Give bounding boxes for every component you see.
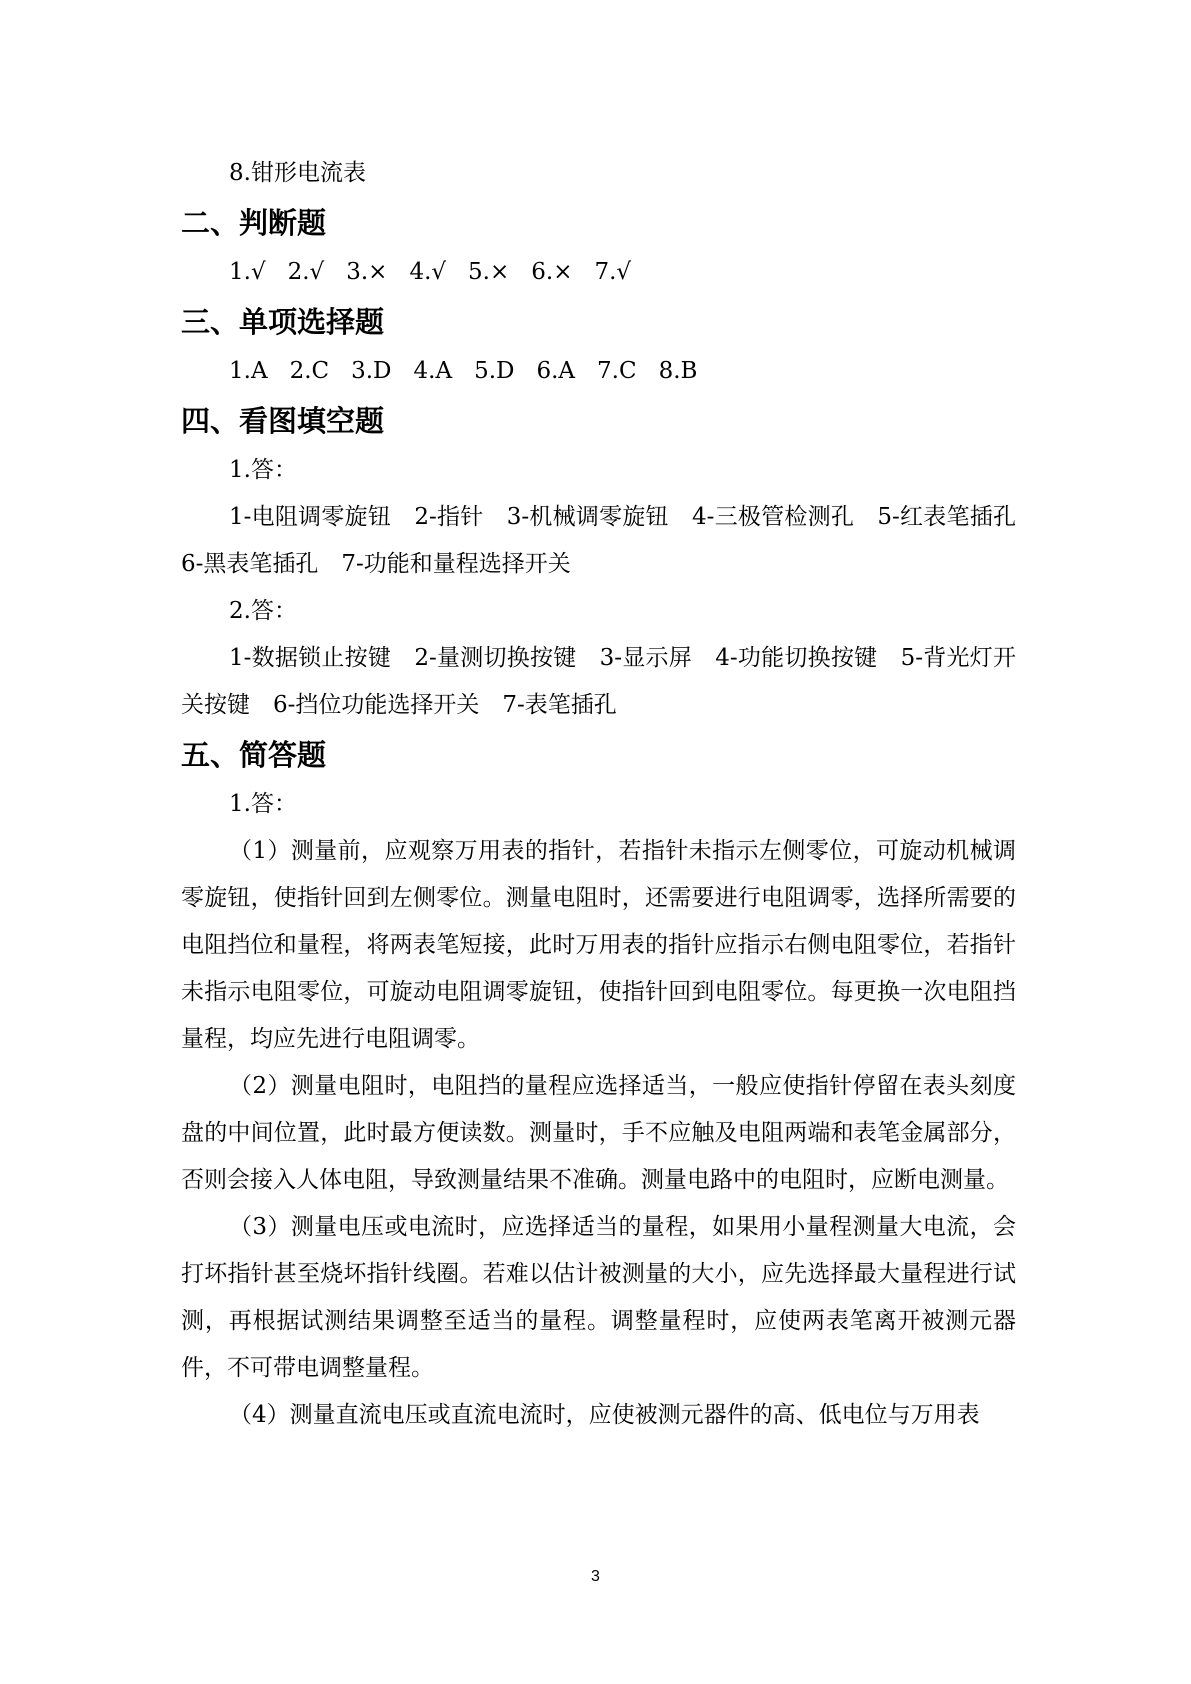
judgment-answer: 7.√ — [594, 259, 632, 285]
choice-answer: 6.A — [536, 358, 576, 384]
judgment-answer: 3.× — [346, 259, 388, 285]
answer-label: 1.答： — [229, 457, 297, 483]
page-content — [181, 150, 1039, 1439]
choice-answer: 5.D — [474, 358, 515, 384]
section-heading-judgment: 二、判断题 — [181, 206, 327, 240]
judgment-answer: 1.√ — [229, 259, 266, 285]
answer-label: 1.答： — [229, 791, 297, 817]
judgment-answers — [181, 249, 1016, 296]
section-heading-single-choice: 三、单项选择题 — [181, 305, 385, 339]
answer-paragraph: （2）测量电阻时，电阻挡的量程应选择适当，一般应使指针停留在表头刻度盘的中间位置，此时最方便读数。测量时，手不应触及电阻两端和表笔金属部分，否则会接入人体电阻，导致测量结果不准确。测量电路中的电阻时，应断电测量。 — [181, 1073, 1016, 1193]
judgment-answer: 5.× — [468, 259, 510, 285]
section-heading-figure-fill: 四、看图填空题 — [181, 404, 385, 438]
choice-answer: 2.C — [289, 358, 330, 384]
answer-paragraph: （3）测量电压或电流时，应选择适当的量程，如果用小量程测量大电流，会打坏指针甚至烧坏指针线圈。若难以估计被测量的大小，应先选择最大量程进行试测，再根据试测结果调整至适当的量程。调整量程时，应使两表笔离开被测元器件，不可带电调整量程。 — [181, 1214, 1016, 1381]
choice-answer: 4.A — [413, 358, 453, 384]
answer-paragraph: （4）测量直流电压或直流电流时，应使被测元器件的高、低电位与万用表 — [229, 1402, 980, 1428]
judgment-answer: 4.√ — [409, 259, 447, 285]
choice-answer: 1.A — [229, 358, 268, 384]
single-choice-answers — [181, 348, 1016, 395]
answer-item-8: 8.钳形电流表 — [229, 160, 366, 186]
figure-answer-text: 1-数据锁止按键 2-量测切换按键 3-显示屏 4-功能切换按键 5-背光灯开关按键 6-挡位功能选择开关 7-表笔插孔 — [181, 645, 1016, 718]
judgment-answer: 6.× — [531, 259, 573, 285]
choice-answer: 3.D — [351, 358, 392, 384]
answer-paragraph: （1）测量前，应观察万用表的指针，若指针未指示左侧零位，可旋动机械调零旋钮，使指针回到左侧零位。测量电阻时，还需要进行电阻调零，选择所需要的电阻挡位和量程，将两表笔短接，此时万用表的指针应指示右侧电阻零位，若指针未指示电阻零位，可旋动电阻调零旋钮，使指针回到电阻零位。每更换一次电阻挡量程，均应先进行电阻调零。 — [181, 838, 1016, 1052]
page-number: 3 — [591, 1568, 600, 1585]
answer-label: 2.答： — [229, 598, 297, 624]
choice-answer: 8.B — [658, 358, 698, 384]
judgment-answer: 2.√ — [287, 259, 325, 285]
figure-answer-text: 1-电阻调零旋钮 2-指针 3-机械调零旋钮 4-三极管检测孔 5-红表笔插孔 6-黑表笔插孔 7-功能和量程选择开关 — [181, 504, 1039, 577]
section-heading-short-answer: 五、简答题 — [181, 738, 327, 772]
choice-answer: 7.C — [597, 358, 637, 384]
